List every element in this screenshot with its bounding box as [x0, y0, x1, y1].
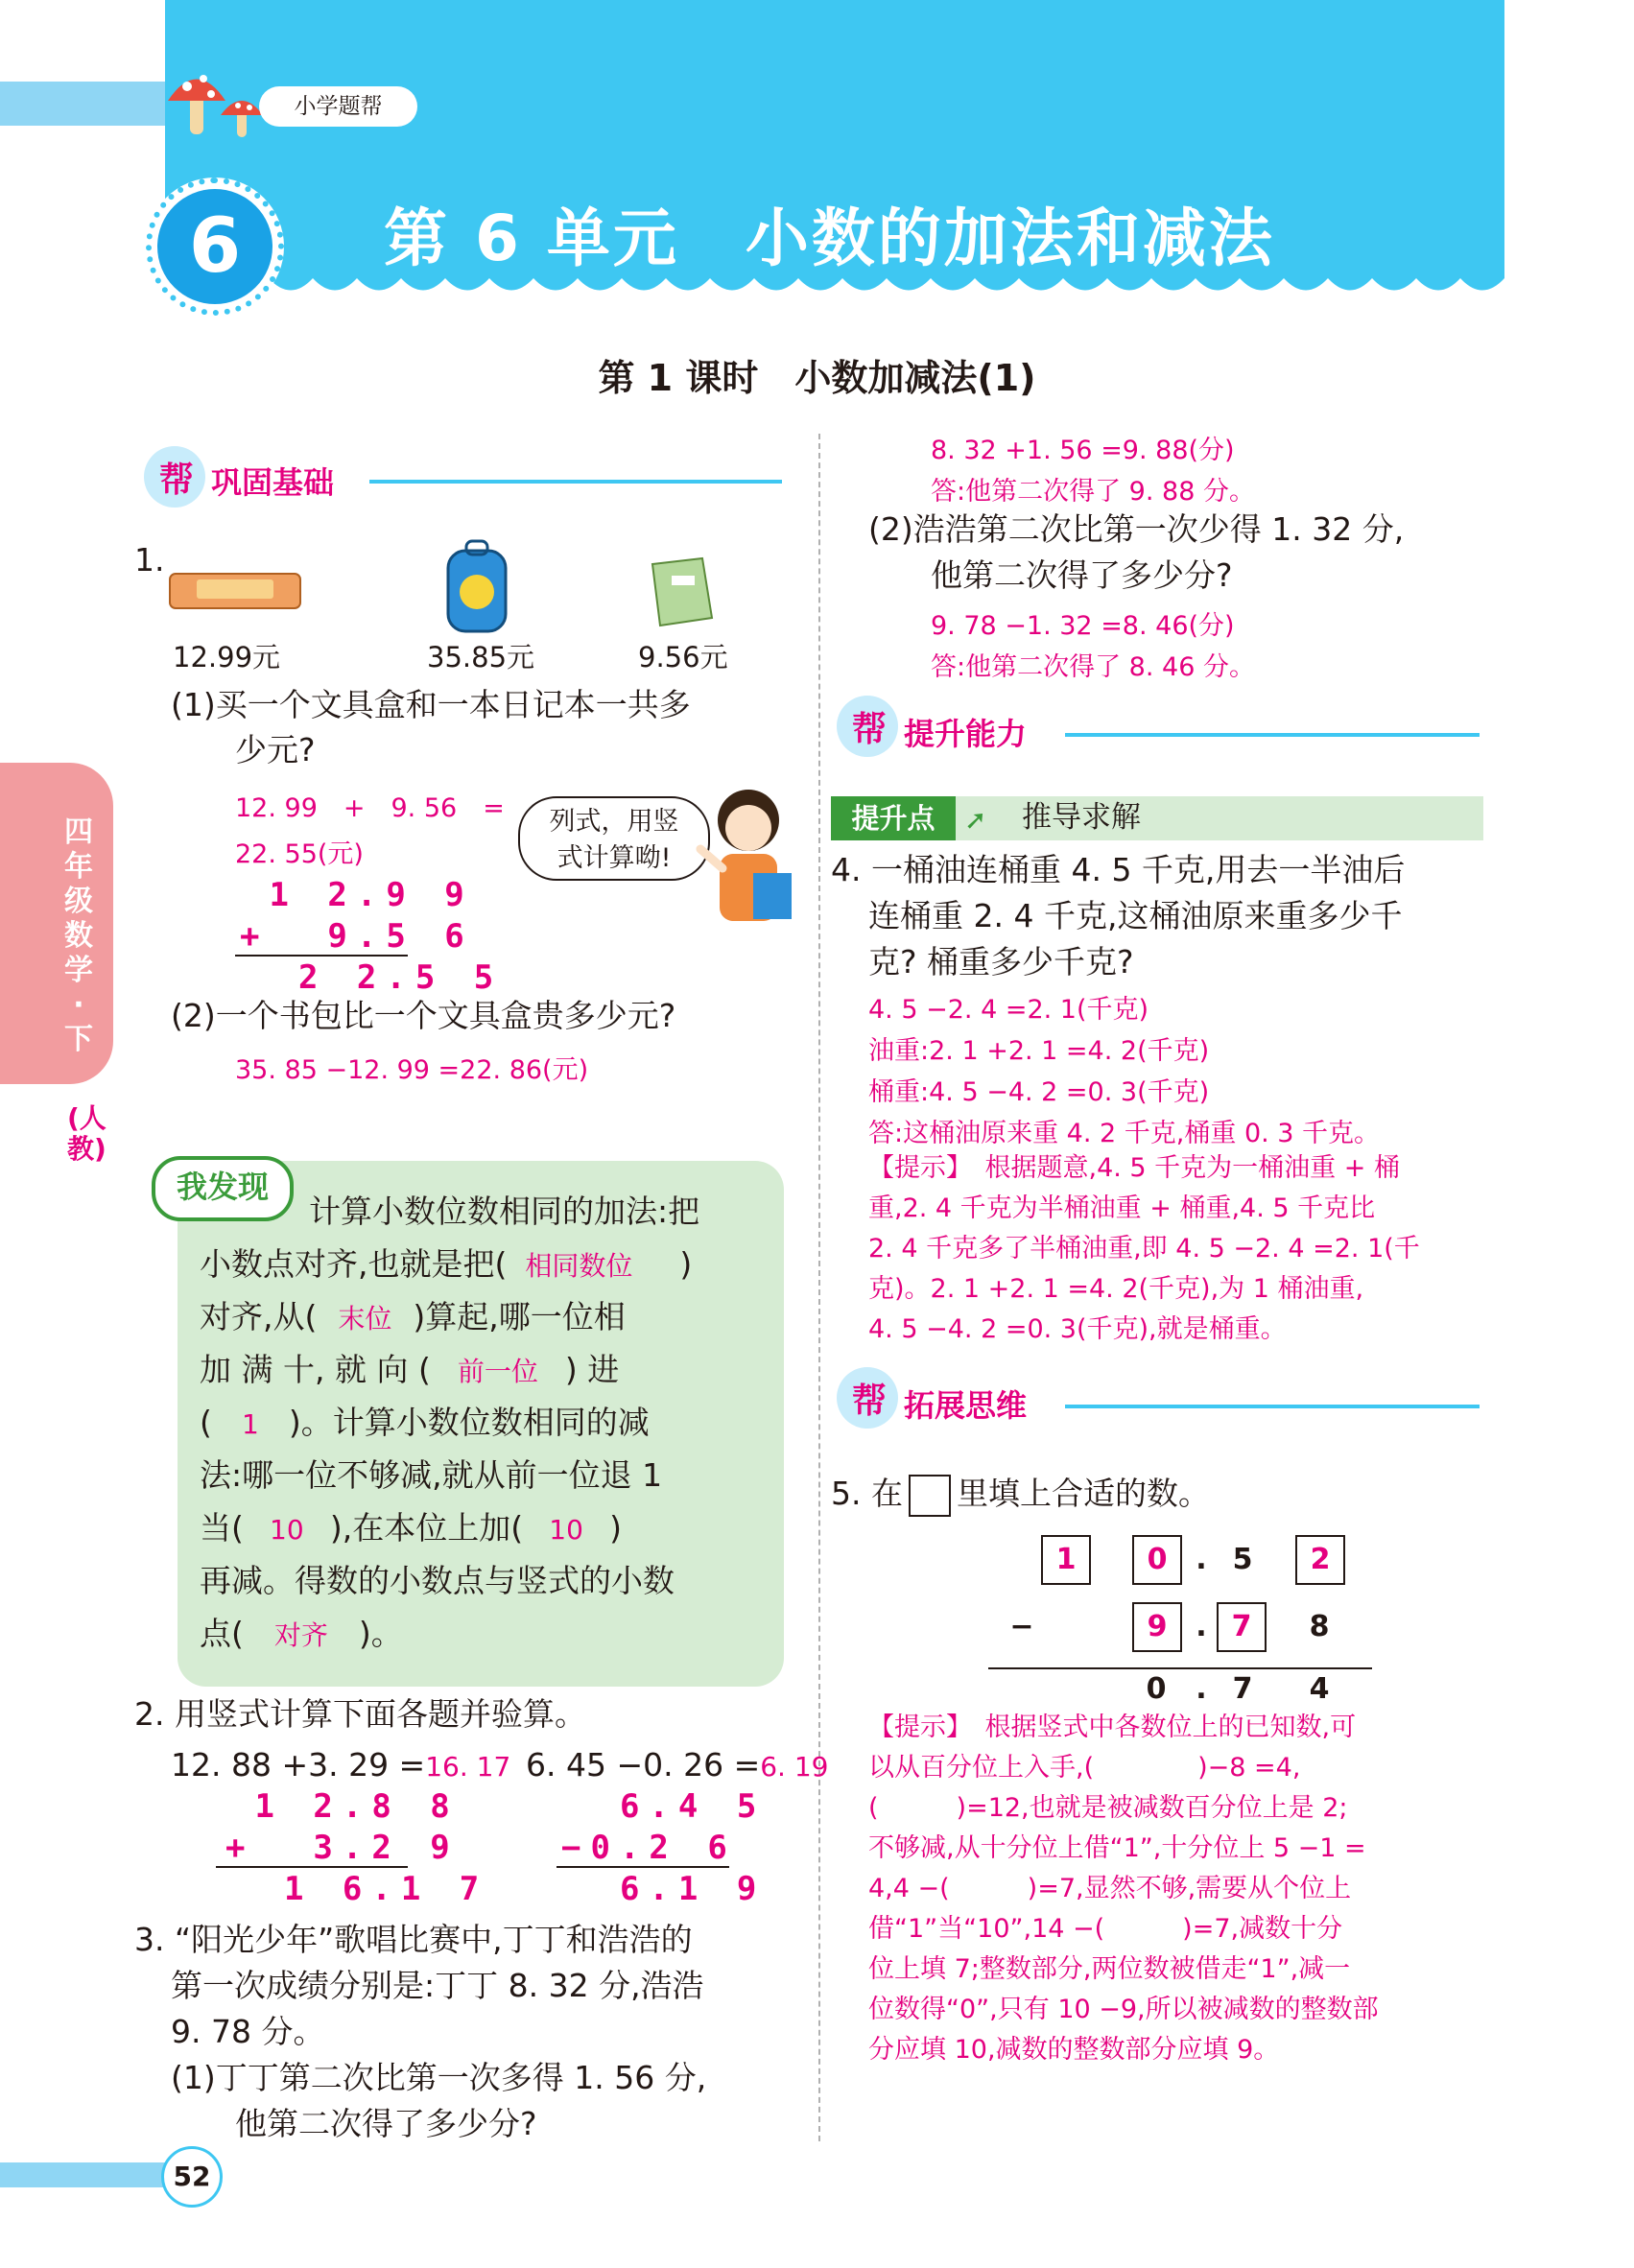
section-badge: 帮	[159, 461, 195, 500]
column-divider	[818, 434, 820, 2141]
vertical-calc-row: 1 2.8 8	[225, 1787, 460, 1826]
blank-answer: 末位	[338, 1303, 392, 1335]
q3-sub2-line: (2)浩浩第二次比第一次少得 1. 32 分,	[868, 510, 1405, 548]
q2-expression	[171, 1744, 510, 1788]
q5-hint: 位上填 7;整数部分,两位数被借走“1”,减一	[868, 1954, 1351, 1984]
side-tab-grade: 四年级数学·下	[64, 815, 93, 1056]
q1-sub2-answer: 35. 85 −12. 99 =22. 86(元)	[235, 1055, 589, 1085]
q5-text: 5. 在	[831, 1475, 903, 1512]
vertical-calc-row: 6.4 5	[561, 1787, 767, 1826]
digit: 4	[1309, 1672, 1330, 1706]
q4-line: 克? 桶重多少千克?	[868, 943, 1134, 980]
vertical-calc-row: 6.1 9	[561, 1870, 767, 1908]
discover-line: 法:哪一位不够减,就从前一位退 1	[200, 1456, 663, 1494]
expr-text: 12. 88 +3. 29 =	[171, 1746, 426, 1784]
blank-answer: 10	[549, 1514, 583, 1546]
q4-hint: 4. 5 −4. 2 =0. 3(千克),就是桶重。	[868, 1314, 1287, 1344]
q5-text: 里填上合适的数。	[956, 1475, 1210, 1512]
decimal-point: .	[1196, 1610, 1207, 1643]
unit-number: 6	[157, 189, 272, 304]
vertical-calc-line	[216, 1866, 408, 1868]
discover-text: ) 进	[564, 1351, 620, 1388]
empty-box-icon	[909, 1475, 951, 1517]
q1-number: 1.	[134, 541, 165, 579]
discover-text: 当(	[200, 1509, 244, 1547]
decimal-point: .	[1196, 1543, 1207, 1576]
discover-line	[200, 1238, 692, 1293]
pencil-case-icon	[168, 566, 302, 614]
discover-text: )	[679, 1245, 693, 1283]
fill-box[interactable]: 1	[1041, 1535, 1091, 1585]
q5-hint: 借“1”当“10”,14 −( )=7,减数十分	[868, 1914, 1343, 1944]
q2-question: 2. 用竖式计算下面各题并验算。	[134, 1695, 586, 1733]
bubble-line: 列式，用竖	[549, 807, 679, 837]
digit: 8	[1309, 1610, 1330, 1643]
discover-text: )。	[358, 1615, 403, 1652]
q3-sub2-answer: 9. 78 −1. 32 =8. 46(分)	[931, 611, 1235, 641]
q1-sub1-line2: 少元?	[235, 731, 316, 768]
q3-line: 第一次成绩分别是:丁丁 8. 32 分,浩浩	[171, 1967, 704, 2004]
section-badge: 帮	[852, 1382, 888, 1421]
side-tab-edition: (人教)	[67, 1102, 107, 1165]
brand-label: 小学题帮	[259, 86, 417, 127]
vertical-calc-row: 1 2.9 9	[240, 876, 474, 914]
discover-text: )算起,哪一位相	[413, 1298, 626, 1335]
discover-line: 再减。得数的小数点与竖式的小数	[200, 1562, 675, 1599]
discover-line	[200, 1501, 622, 1557]
expr-result: 16. 17	[425, 1751, 511, 1783]
q4-line: 4. 一桶油连桶重 4. 5 千克,用去一半油后	[831, 851, 1406, 888]
fill-box[interactable]: 0	[1132, 1535, 1182, 1585]
q5-hint: 位数得“0”,只有 10 −9,所以被减数的整数部	[868, 1995, 1379, 2024]
q2-expression	[526, 1744, 828, 1788]
discover-line	[200, 1290, 626, 1346]
vertical-calc-line	[557, 1866, 729, 1868]
section-title-basic: 巩固基础	[211, 464, 335, 501]
vertical-calc-row: −0.2 6	[561, 1829, 737, 1867]
vertical-calc-row: 2 2.5 5	[240, 958, 504, 997]
fill-box[interactable]: 7	[1217, 1602, 1267, 1652]
discover-line	[200, 1396, 650, 1452]
expr-text: 6. 45 −0. 26 =	[526, 1746, 761, 1784]
section-line	[1065, 733, 1480, 737]
q4-answer: 油重:2. 1 +2. 1 =4. 2(千克)	[868, 1036, 1210, 1066]
q3-sub1-answer: 答:他第二次得了 9. 88 分。	[931, 477, 1255, 507]
blank-answer: 对齐	[273, 1619, 328, 1651]
lesson-title: 第 1 课时 小数加减法(1)	[598, 357, 1036, 399]
price-label: 35.85元	[427, 641, 535, 673]
digit: 5	[1232, 1543, 1253, 1576]
girl-illustration-icon	[696, 782, 801, 935]
blank-answer: 10	[270, 1514, 304, 1546]
vertical-calc-row: + 9.5 6	[240, 917, 474, 956]
fill-box[interactable]: 9	[1132, 1602, 1182, 1652]
q5-hint: 【提示】 根据竖式中各数位上的已知数,可	[868, 1713, 1357, 1742]
q5-hint: 以从百分位上入手,( )−8 =4,	[868, 1753, 1301, 1783]
q3-sub1-line: (1)丁丁第二次比第一次多得 1. 56 分,	[171, 2059, 707, 2096]
decimal-point: .	[1196, 1672, 1207, 1706]
section-title-improve: 提升能力	[904, 716, 1028, 752]
bubble-line: 式计算呦!	[557, 843, 672, 873]
q1-sub1-line1: (1)买一个文具盒和一本日记本一共多	[171, 686, 691, 723]
tisheng-tag: 提升点	[831, 796, 956, 840]
vertical-calc-row: 1 6.1 7	[225, 1870, 489, 1908]
discover-text: (	[200, 1404, 212, 1441]
tisheng-topic: 推导求解	[1022, 800, 1141, 835]
section-line	[369, 480, 782, 484]
digit: 0	[1146, 1672, 1167, 1706]
q5-hint: 不够减,从十分位上借“1”,十分位上 5 −1 =	[868, 1833, 1366, 1863]
discover-line	[200, 1343, 619, 1399]
page-number: 52	[161, 2146, 223, 2208]
q4-hint: 【提示】 根据题意,4. 5 千克为一桶油重 + 桶	[868, 1153, 1400, 1183]
q4-answer: 桶重:4. 5 −4. 2 =0. 3(千克)	[868, 1077, 1210, 1107]
q1-sub1-answer: 22. 55(元)	[235, 839, 364, 869]
vertical-calc-line	[235, 955, 408, 957]
q5-hint: 4,4 −( )=7,显然不够,需要从个位上	[868, 1874, 1352, 1903]
discover-line: 计算小数位数相同的加法:把	[309, 1193, 700, 1230]
discover-line	[200, 1607, 403, 1663]
q1-sub2-question: (2)一个书包比一个文具盒贵多少元?	[171, 997, 676, 1034]
page-strip	[0, 2162, 182, 2187]
speech-bubble	[518, 796, 710, 881]
digit: 7	[1232, 1672, 1253, 1706]
discover-badge: 我发现	[152, 1156, 294, 1221]
vertical-calc-row: + 3.2 9	[225, 1829, 460, 1867]
section-title-extend: 拓展思维	[904, 1387, 1028, 1424]
q3-line: 9. 78 分。	[171, 2013, 325, 2050]
q4-answer: 4. 5 −2. 4 =2. 1(千克)	[868, 995, 1149, 1025]
discover-text: 加 满 十, 就 向 (	[200, 1351, 431, 1388]
q1-sub1-answer: 12. 99 + 9. 56 =	[235, 793, 505, 823]
q4-hint: 重,2. 4 千克为半桶油重 + 桶重,4. 5 千克比	[868, 1193, 1376, 1223]
q5-hint: ( )=12,也就是被减数百分位上是 2;	[868, 1793, 1348, 1823]
q3-sub2-line: 他第二次得了多少分?	[931, 556, 1233, 594]
schoolbag-icon	[443, 539, 510, 635]
q3-line: 3. “阳光少年”歌唱比赛中,丁丁和浩浩的	[134, 1921, 693, 1958]
unit-title: 第 6 单元 小数的加法和减法	[384, 201, 1275, 275]
section-line	[1065, 1405, 1480, 1408]
blank-answer: 相同数位	[525, 1250, 633, 1282]
discover-text: 对齐,从(	[200, 1298, 318, 1335]
discover-text: ),在本位上加(	[329, 1509, 524, 1547]
price-label: 12.99元	[173, 641, 281, 673]
blank-answer: 前一位	[457, 1356, 538, 1387]
q4-hint: 2. 4 千克多了半桶油重,即 4. 5 −2. 4 =2. 1(千	[868, 1234, 1420, 1264]
fill-box[interactable]: 2	[1295, 1535, 1345, 1585]
q4-hint: 克)。2. 1 +2. 1 =4. 2(千克),为 1 桶油重,	[868, 1274, 1364, 1304]
q5-question	[831, 1473, 1210, 1517]
discover-text: )。计算小数位数相同的减	[288, 1404, 650, 1441]
q3-sub1-line: 他第二次得了多少分?	[235, 2105, 537, 2142]
q3-sub2-answer: 答:他第二次得了 8. 46 分。	[931, 652, 1255, 682]
q3-sub1-answer: 8. 32 +1. 56 =9. 88(分)	[931, 436, 1235, 465]
discover-text: )	[609, 1509, 622, 1547]
arrow-icon: ➚	[964, 804, 987, 836]
q4-line: 连桶重 2. 4 千克,这桶油原来重多少千	[868, 897, 1403, 934]
expr-result: 6. 19	[760, 1751, 829, 1783]
minus-sign: −	[1009, 1610, 1034, 1643]
q5-hint: 分应填 10,减数的整数部分应填 9。	[868, 2035, 1280, 2065]
price-label: 9.56元	[638, 641, 728, 673]
blank-answer: 1	[241, 1408, 259, 1440]
section-badge: 帮	[852, 710, 888, 749]
discover-text: 小数点对齐,也就是把(	[200, 1245, 508, 1283]
diary-icon	[643, 555, 720, 631]
q4-answer: 答:这桶油原来重 4. 2 千克,桶重 0. 3 千克。	[868, 1119, 1381, 1148]
discover-text: 点(	[200, 1615, 244, 1652]
